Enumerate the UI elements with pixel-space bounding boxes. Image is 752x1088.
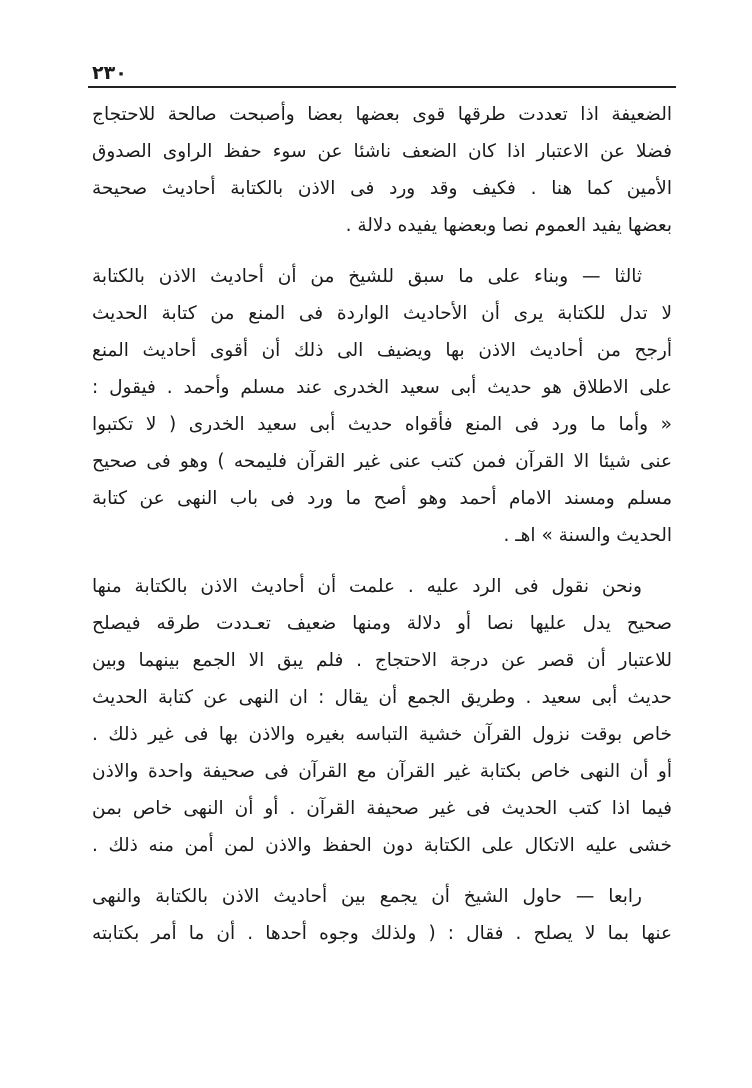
paragraph-1: [92, 96, 672, 244]
page-body: [92, 96, 672, 952]
header-rule: [88, 86, 676, 88]
text-line: ثالثا — وبناء على ما سبق للشيخ من أن أحاديث الاذن بالكتابة: [92, 266, 642, 287]
text-line: فيما اذا كتب الحديث فى غير صحيفة القرآن . أو أن النهى خاص بمن: [92, 798, 672, 819]
paragraph-2: [92, 258, 672, 554]
text-line: رابعا — حاول الشيخ أن يجمع بين أحاديث الاذن بالكتابة والنهى: [92, 886, 642, 907]
paragraph-3: [92, 568, 672, 864]
text-line: صحيح يدل عليها نصا أو دلالة ومنها ضعيف تعـددت طرقه فيصلح: [92, 613, 672, 634]
text-line: خشى عليه الاتكال على الكتابة دون الحفظ والاذن لمن أمن منه ذلك .: [92, 835, 672, 856]
text-line: للاعتبار أن قصر عن درجة الاحتجاج . فلم يبق الا الجمع بينهما وبين: [92, 650, 672, 671]
text-line: حديث أبى سعيد . وطريق الجمع أن يقال : ان النهى عن كتابة الحديث: [92, 687, 672, 708]
text-line: الأمين كما هنا . فكيف وقد ورد فى الاذن بالكتابة أحاديث صحيحة: [92, 178, 672, 199]
text-line: ونحن نقول فى الرد عليه . علمت أن أحاديث الاذن بالكتابة منها: [92, 576, 642, 597]
text-line: لا تدل للكتابة يرى أن الأحاديث الواردة فى المنع من كتابة الحديث: [92, 303, 672, 324]
paragraph-4: [92, 878, 672, 952]
text-line: أو أن النهى خاص بكتابة غير القرآن مع القرآن فى صحيفة واحدة والاذن: [92, 761, 672, 782]
text-line: « وأما ما ورد فى المنع فأقواه حديث أبى سعيد الخدرى ( لا تكتبوا: [92, 414, 672, 435]
text-line: أرجح من أحاديث الاذن بها ويضيف الى ذلك أن أقوى أحاديث المنع: [92, 340, 672, 361]
text-line: خاص بوقت نزول القرآن خشية التباسه بغيره والاذن بها فى غير ذلك .: [92, 724, 672, 745]
text-line: عنها بما لا يصلح . فقال : ( ولذلك وجوه أحدها . أن ما أمر بكتابته: [92, 923, 672, 944]
text-line: فضلا عن الاعتبار اذا كان الضعف ناشئا عن سوء حفظ الراوى الصدوق: [92, 141, 672, 162]
text-line: الضعيفة اذا تعددت طرقها قوى بعضها بعضا وأصبحت صالحة للاحتجاج: [92, 104, 672, 125]
text-line: على الاطلاق هو حديث أبى سعيد الخدرى عند مسلم وأحمد . فيقول :: [92, 377, 672, 398]
page-number: ٢٣٠: [92, 62, 127, 84]
text-line: بعضها يفيد العموم نصا وبعضها يفيده دلالة .: [345, 215, 672, 236]
text-line: عنى شيئا الا القرآن فمن كتب عنى غير القرآن فليمحه ) وهو فى صحيح: [92, 451, 672, 472]
text-line: مسلم ومسند الامام أحمد وهو أصح ما ورد فى باب النهى عن كتابة: [92, 488, 672, 509]
text-line: الحديث والسنة » اهـ .: [503, 525, 672, 546]
